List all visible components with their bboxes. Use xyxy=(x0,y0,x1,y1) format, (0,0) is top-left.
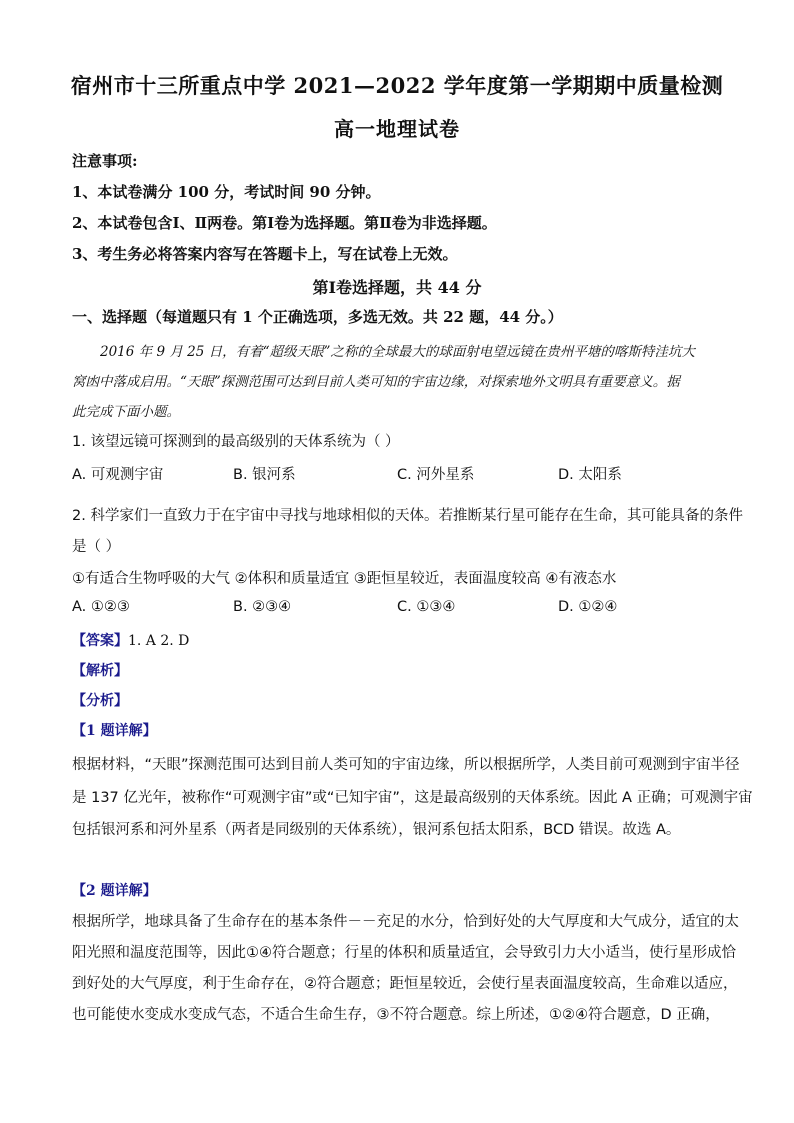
exam-title: 宿州市十三所重点中学 2021—2022 学年度第一学期期中质量检测 xyxy=(70,73,724,98)
q1-option-d: D. 太阳系 xyxy=(558,467,622,483)
q2-detail-line-1: 根据所学，地球具备了生命存在的基本条件－－充足的水分，恰到好处的大气厚度和大气成分，适宜的太 xyxy=(72,914,739,930)
q2-option-c: C. ①③④ xyxy=(397,599,456,615)
notice-item-3: 3、考生务必将答案内容写在答题卡上，写在试卷上无效。 xyxy=(72,245,458,263)
passage-line-3: 此完成下面小题。 xyxy=(72,404,180,420)
q1-option-a: A. 可观测宇宙 xyxy=(72,467,164,483)
q1-option-b: B. 银河系 xyxy=(233,467,296,483)
answer-label: 【答案】 xyxy=(72,633,128,649)
notice-heading: 注意事项: xyxy=(72,152,138,170)
analysis-label: 【解析】 xyxy=(72,663,128,679)
q2-detail-line-2: 阳光照和温度范围等，因此①④符合题意；行星的体积和质量适宜，会导致引力大小适当，使行星形成恰 xyxy=(72,945,736,961)
q2-option-b: B. ②③④ xyxy=(233,599,292,615)
question-2-stem-line-2: 是（ ） xyxy=(72,539,121,555)
fenxi-label: 【分析】 xyxy=(72,693,128,709)
answer-line xyxy=(72,630,189,650)
section-title: 第Ⅰ卷选择题，共 44 分 xyxy=(312,278,482,297)
question-2-conditions: ①有适合生物呼吸的大气 ②体积和质量适宜 ③距恒星较近，表面温度较高 ④有液态水 xyxy=(72,571,617,587)
q1-detail-line-1: 根据材料，“天眼”探测范围可达到目前人类可知的宇宙边缘，所以根据所学，人类目前可观测到宇宙半径 xyxy=(72,757,740,773)
q2-detail-line-4: 也可能使水变成水变成气态，不适合生命生存，③不符合题意。综上所述，①②④符合题意，D 正确， xyxy=(72,1007,720,1023)
question-1-stem: 1. 该望远镜可探测到的最高级别的天体系统为（ ） xyxy=(72,434,400,450)
answer-text: 1. A 2. D xyxy=(128,633,190,649)
q1-option-c: C. 河外星系 xyxy=(397,467,475,483)
passage-line-2: 窝凼中落成启用。“天眼”探测范围可达到目前人类可知的宇宙边缘，对探索地外文明具有重要意义。据 xyxy=(72,374,680,390)
q1-detail-label: 【1 题详解】 xyxy=(72,723,157,739)
passage-line-1: 2016 年 9 月 25 日，有着“超级天眼”之称的全球最大的球面射电望远镜在贵州平塘的喀斯特洼坑大 xyxy=(100,344,695,360)
q1-detail-line-2: 是 137 亿光年，被称作“可观测宇宙”或“已知宇宙”，这是最高级别的天体系统。因此 A 正确；可观测宇宙 xyxy=(72,790,753,806)
q2-detail-line-3: 到好处的大气厚度，利于生命存在，②符合题意；距恒星较近，会使行星表面温度较高，生命难以适应， xyxy=(72,976,738,992)
q2-option-d: D. ①②④ xyxy=(558,599,618,615)
q2-detail-label: 【2 题详解】 xyxy=(72,883,157,899)
q1-detail-line-3: 包括银河系和河外星系（两者是同级别的天体系统），银河系包括太阳系，BCD 错误。故选 A。 xyxy=(72,822,681,838)
q2-option-a: A. ①②③ xyxy=(72,599,130,615)
exam-subtitle: 高一地理试卷 xyxy=(334,117,460,141)
notice-item-2: 2、本试卷包含Ⅰ、Ⅱ两卷。第Ⅰ卷为选择题。第Ⅱ卷为非选择题。 xyxy=(72,214,497,232)
section-heading: 一、选择题（每道题只有 1 个正确选项，多选无效。共 22 题，44 分。） xyxy=(72,308,563,326)
question-2-stem-line-1: 2. 科学家们一直致力于在宇宙中寻找与地球相似的天体。若推断某行星可能存在生命，其可能具备的条件 xyxy=(72,508,743,524)
notice-item-1: 1、本试卷满分 100 分，考试时间 90 分钟。 xyxy=(72,183,381,201)
